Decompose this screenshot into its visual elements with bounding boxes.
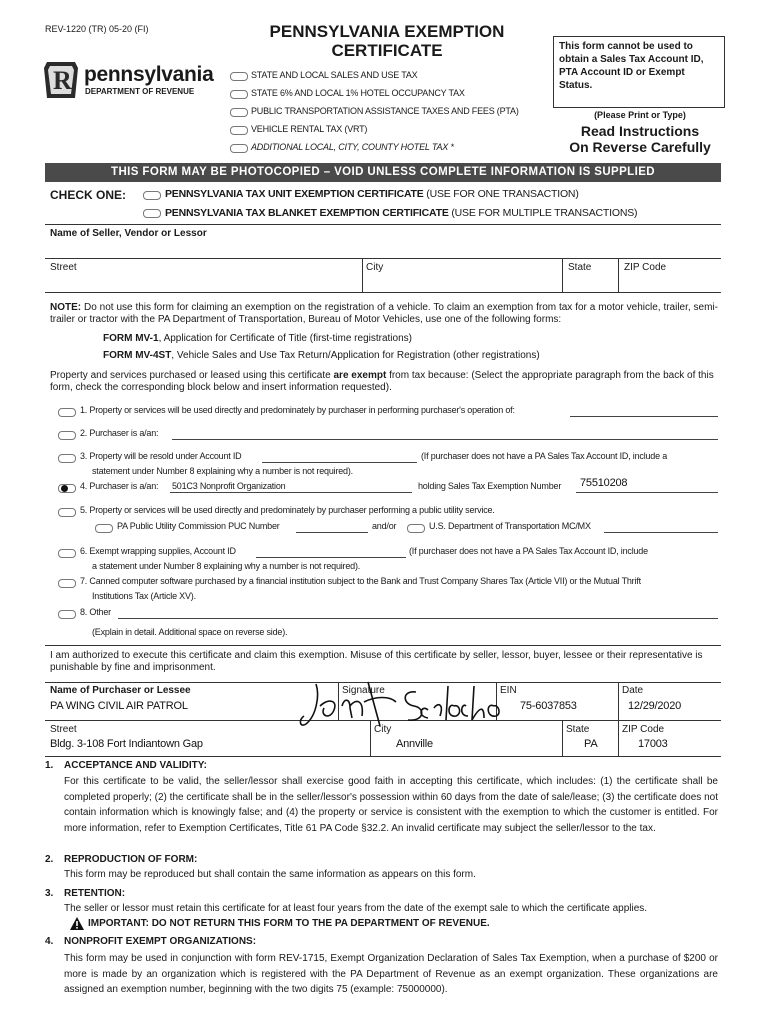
read-instructions-line2: On Reverse Carefully (569, 139, 711, 155)
date-value[interactable]: 12/29/2020 (628, 700, 682, 712)
ein-label: EIN (500, 685, 517, 696)
purchaser-zip-value[interactable]: 17003 (638, 738, 668, 750)
form-title (232, 22, 542, 60)
instruction-3-num: 3. (45, 888, 54, 899)
reason-3-label: 3. Property will be resold under Account ID (80, 451, 242, 461)
form-id: REV-1220 (TR) 05-20 (FI) (45, 24, 149, 34)
property-post: from tax because: (Select the appropriate paragraph from the back of this form, check the corresponding block below and insert information requested). (50, 370, 714, 393)
reason-2-checkbox[interactable] (58, 431, 76, 440)
unit-certificate-label (165, 188, 579, 200)
reason-6-note-2: a statement under Number 8 explaining why a number is not required). (92, 561, 361, 571)
banner (45, 163, 721, 182)
purchaser-state-label: State (566, 724, 590, 735)
puc-label: PA Public Utility Commission PUC Number (117, 521, 280, 531)
reason-2-field[interactable] (172, 439, 718, 440)
tax-type-label-1: STATE AND LOCAL SALES AND USE TAX (251, 70, 418, 80)
instruction-1-head: ACCEPTANCE AND VALIDITY: (64, 760, 207, 771)
form-mv1 (103, 333, 412, 344)
reason-4-type-line (170, 492, 412, 493)
tax-type-label-2: STATE 6% AND LOCAL 1% HOTEL OCCUPANCY TAX (251, 88, 465, 98)
form-title-line2: CERTIFICATE (331, 41, 443, 60)
unit-certificate-rest: (USE FOR ONE TRANSACTION) (423, 188, 579, 200)
note-paragraph (50, 302, 718, 326)
blanket-certificate-label (165, 207, 637, 219)
note-lead: NOTE: (50, 302, 82, 313)
property-pre: Property and services purchased or leased using this certificate (50, 370, 334, 381)
tax-type-label-5: ADDITIONAL LOCAL, CITY, COUNTY HOTEL TAX * (251, 142, 454, 152)
ein-value[interactable]: 75-6037853 (520, 700, 577, 712)
banner-text: THIS FORM MAY BE PHOTOCOPIED – VOID UNLESS COMPLETE INFORMATION IS SUPPLIED (111, 166, 655, 178)
instruction-1-body: For this certificate to be valid, the seller/lessor shall exercise good faith in accepting this certificate, which includes: (1) the certificate shall be completed properly; (2) the certificate shall be in the seller/lessor's possession within 60 days from the date of sale/lease; (3) the certificate does not contain information which is knowingly false; and (4) the property or service is consistent with the exemption to which the customer is entitled. For more information, refer to Exemption Certificates, Title 61 PA Code §32.2. An invalid certificate may subject the seller/lessor to the tax. (64, 776, 718, 834)
tax-type-checkbox-1[interactable] (230, 72, 248, 81)
reason-8-label: 8. Other (80, 607, 111, 617)
instruction-3-important: IMPORTANT: DO NOT RETURN THIS FORM TO THE PA DEPARTMENT OF REVENUE. (88, 918, 490, 929)
purchaser-street-label: Street (50, 724, 77, 735)
property-paragraph (50, 370, 718, 394)
seller-state-label: State (568, 262, 592, 273)
reason-1-checkbox[interactable] (58, 408, 76, 417)
instruction-2-num: 2. (45, 854, 54, 865)
reason-6-account-field[interactable] (256, 557, 406, 558)
unit-certificate-checkbox[interactable] (143, 191, 161, 200)
reason-4-number-value[interactable]: 75510208 (580, 477, 628, 489)
reason-7-checkbox[interactable] (58, 579, 76, 588)
notice-box (553, 36, 725, 108)
logo-name: pennsylvania (84, 63, 214, 86)
reason-8-field[interactable] (118, 618, 718, 619)
seller-street-label: Street (50, 262, 77, 273)
logo-letter: R (53, 66, 72, 95)
tax-type-label-4: VEHICLE RENTAL TAX (VRT) (251, 124, 368, 134)
blanket-certificate-bold: PENNSYLVANIA TAX BLANKET EXEMPTION CERTIFICATE (165, 207, 449, 219)
reason-4-checkbox[interactable] (58, 484, 76, 493)
reason-5-label: 5. Property or services will be used directly and predominately by purchaser performing a public utility service. (80, 505, 495, 515)
reason-1-label: 1. Property or services will be used directly and predominately by purchaser in performing purchaser's operation of: (80, 405, 515, 415)
seller-zip-label: ZIP Code (624, 262, 667, 273)
form-mv4st (103, 350, 540, 361)
reason-3-note-2: statement under Number 8 explaining why a number is not required). (92, 466, 353, 476)
reason-3-account-field[interactable] (262, 462, 417, 463)
reason-8-note: (Explain in detail. Additional space on reverse side). (92, 627, 288, 637)
blanket-certificate-checkbox[interactable] (143, 209, 161, 218)
tax-type-checkbox-3[interactable] (230, 108, 248, 117)
reason-4-label: 4. Purchaser is a/an: (80, 481, 159, 491)
instruction-3-body: The seller or lessor must retain this certificate for at least four years from the date of the exempt sale to which the certificate applies. (64, 903, 648, 914)
form-mv4st-rest: , Vehicle Sales and Use Tax Return/Application for Registration (other registrations) (171, 350, 540, 361)
warning-icon (70, 917, 84, 930)
and-or-label: and/or (372, 521, 397, 531)
signature-label: Signature (342, 685, 385, 696)
read-instructions (555, 123, 725, 155)
seller-city-label: City (366, 262, 384, 273)
purchaser-zip-label: ZIP Code (622, 724, 665, 735)
form-title-line1: PENNSYLVANIA EXEMPTION (269, 22, 505, 41)
reason-6-note: (If purchaser does not have a PA Sales Tax Account ID, include (409, 546, 648, 556)
purchaser-state-value[interactable]: PA (584, 738, 598, 750)
property-bold: are exempt (333, 370, 387, 381)
purchaser-name-value[interactable]: PA WING CIVIL AIR PATROL (50, 700, 188, 712)
read-instructions-line1: Read Instructions (580, 123, 700, 139)
puc-checkbox[interactable] (95, 524, 113, 533)
tax-type-checkbox-2[interactable] (230, 90, 248, 99)
reason-4-type-value[interactable]: 501C3 Nonprofit Organization (172, 481, 286, 491)
instruction-2-body: This form may be reproduced but shall contain the same information as appears on this form. (64, 869, 476, 880)
instruction-3-head: RETENTION: (64, 888, 126, 899)
blanket-certificate-rest: (USE FOR MULTIPLE TRANSACTIONS) (448, 207, 638, 219)
seller-name-label: Name of Seller, Vendor or Lessor (50, 228, 207, 239)
reason-7-label: 7. Canned computer software purchased by a financial institution subject to the Bank and Trust Company Shares Tax (Article VII) or the Mutual Thrift (80, 576, 641, 586)
tax-type-checkbox-4[interactable] (230, 126, 248, 135)
reason-1-field[interactable] (570, 416, 718, 417)
instruction-4-body: This form may be used in conjunction with form REV-1715, Exempt Organization Declaration of Sales Tax Exemption, when a purchase of $200 or more is made by an organization which is registered with the PA Department of Revenue as an exempt organization. These organizations are assigned an exemption number, beginning with the two digits 75 (example: 75000000). (64, 953, 718, 995)
purchaser-city-label: City (374, 724, 392, 735)
form-mv1-bold: FORM MV-1 (103, 333, 159, 344)
pa-logo (44, 62, 224, 98)
form-mv4st-bold: FORM MV-4ST (103, 350, 172, 361)
signature-drawing[interactable] (298, 676, 518, 736)
reason-3-checkbox[interactable] (58, 454, 76, 463)
usdot-label: U.S. Department of Transportation MC/MX (429, 521, 591, 531)
reason-5-checkbox[interactable] (58, 508, 76, 517)
purchaser-city-value[interactable]: Annville (396, 738, 433, 750)
form-mv1-rest: , Application for Certificate of Title (first-time registrations) (158, 333, 412, 344)
instruction-4-num: 4. (45, 936, 54, 947)
print-note: (Please Print or Type) (594, 110, 686, 120)
check-one-label: CHECK ONE: (50, 188, 127, 202)
reason-6-checkbox[interactable] (58, 549, 76, 558)
logo-dept: DEPARTMENT OF REVENUE (85, 87, 195, 96)
reason-2-label: 2. Purchaser is a/an: (80, 428, 159, 438)
authorization-text: I am authorized to execute this certificate and claim this exemption. Misuse of this certificate by seller, lessor, buyer, lessee or their representative is punishable by fine and imprisonment. (50, 650, 703, 673)
instruction-1-num: 1. (45, 760, 54, 771)
reason-4-number-label: holding Sales Tax Exemption Number (418, 481, 562, 491)
seller-name-field[interactable] (45, 242, 721, 256)
unit-certificate-bold: PENNSYLVANIA TAX UNIT EXEMPTION CERTIFICATE (165, 188, 424, 200)
purchaser-street-value[interactable]: Bldg. 3-108 Fort Indiantown Gap (50, 738, 203, 750)
reason-8-checkbox[interactable] (58, 610, 76, 619)
puc-field[interactable] (296, 532, 368, 533)
tax-type-label-3: PUBLIC TRANSPORTATION ASSISTANCE TAXES AND FEES (PTA) (251, 106, 519, 116)
usdot-field[interactable] (604, 532, 718, 533)
note-text: Do not use this form for claiming an exemption on the registration of a vehicle. To claim an exemption from tax for a motor vehicle, trailer, semi-trailer or tractor with the PA Department of Transportation, Bureau of Motor Vehicles, use one of the following forms: (50, 302, 718, 325)
date-label: Date (622, 685, 644, 696)
notice-text: This form cannot be used to obtain a Sales Tax Account ID, PTA Account ID or Exempt Status. (559, 41, 704, 91)
tax-type-checkbox-5[interactable] (230, 144, 248, 153)
reason-7-label-2: Institutions Tax (Article XV). (92, 591, 196, 601)
reason-6-label: 6. Exempt wrapping supplies, Account ID (80, 546, 236, 556)
instruction-4-head: NONPROFIT EXEMPT ORGANIZATIONS: (64, 936, 257, 947)
instruction-2-head: REPRODUCTION OF FORM: (64, 854, 198, 865)
purchaser-name-label: Name of Purchaser or Lessee (50, 685, 191, 696)
reason-3-note: (If purchaser does not have a PA Sales Tax Account ID, include a (421, 451, 668, 461)
usdot-checkbox[interactable] (407, 524, 425, 533)
reason-4-number-line (576, 492, 718, 493)
